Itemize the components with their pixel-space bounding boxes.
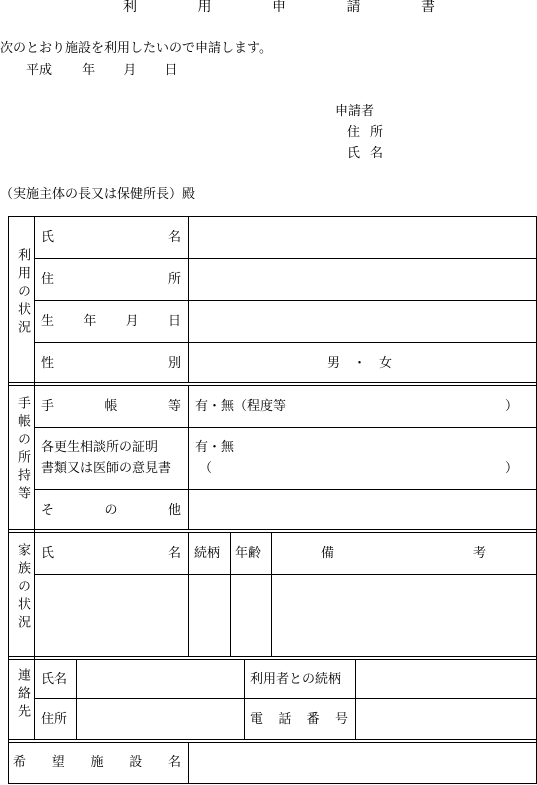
usage-sex-value[interactable]: 男 ・ 女 <box>327 356 393 371</box>
contact-name-field[interactable] <box>77 660 244 698</box>
family-remarks-header <box>321 547 486 560</box>
label-char: 手 <box>41 399 55 414</box>
label-char: 年 <box>83 314 97 329</box>
label-char: 名 <box>167 755 181 770</box>
label-char: の <box>104 503 118 518</box>
label-char: 号 <box>334 712 348 727</box>
contact-phone-field[interactable] <box>356 699 536 739</box>
applicant-name-char: 名 <box>370 146 384 161</box>
other-field[interactable] <box>189 490 536 529</box>
label-char: 考 <box>472 546 486 561</box>
section-handbook-label: 手帳の所持等 <box>15 396 30 504</box>
label-char: 番 <box>306 712 320 727</box>
date-line <box>26 64 177 77</box>
date-year: 年 <box>82 63 96 78</box>
desired-facility-label <box>13 756 181 769</box>
usage-name-label <box>41 231 181 244</box>
label-char: 氏 <box>41 230 55 245</box>
label-char: 帳 <box>104 399 118 414</box>
other-label <box>41 504 181 517</box>
label-char: 話 <box>278 712 292 727</box>
desired-facility-field[interactable] <box>189 743 536 783</box>
contact-name-label: 氏名 <box>41 672 68 687</box>
title-char: 利 <box>123 0 137 15</box>
section-contact-label: 連絡先 <box>15 668 30 722</box>
contact-phone-label <box>250 713 348 726</box>
certificate-close-paren: ） <box>505 461 519 476</box>
applicant-address-label <box>347 126 383 139</box>
handbook-label <box>41 400 181 413</box>
usage-sex-label <box>41 357 181 370</box>
label-char: 所 <box>167 272 181 287</box>
label-char: そ <box>41 503 55 518</box>
usage-birthdate-label <box>41 315 181 328</box>
family-name-header <box>41 547 181 560</box>
usage-birthdate-field[interactable] <box>189 301 536 342</box>
handbook-value[interactable]: 有・無（程度等 <box>195 399 287 414</box>
family-age-header: 年齢 <box>235 546 262 561</box>
intro-text: 次のとおり施設を利用したいので申請します。 <box>0 41 272 56</box>
section-family-label: 家族の状況 <box>15 543 30 633</box>
label-char: 電 <box>250 712 264 727</box>
title-char: 請 <box>346 0 361 15</box>
title-char: 用 <box>197 0 212 15</box>
label-char: 日 <box>167 314 181 329</box>
document-title <box>123 0 435 14</box>
label-char: 他 <box>167 503 181 518</box>
certificate-label-line2: 書類又は医師の意見書 <box>41 461 172 476</box>
label-char: 性 <box>41 356 55 371</box>
applicant-address-char: 所 <box>370 125 384 140</box>
label-char: 氏 <box>41 546 55 561</box>
applicant-name-label <box>347 147 383 160</box>
title-char: 申 <box>272 0 286 15</box>
section-usage-label: 利用の状況 <box>15 248 30 338</box>
label-char: 名 <box>167 546 181 561</box>
label-char: 等 <box>167 399 181 414</box>
addressee: （実施主体の長又は保健所長）殿 <box>0 187 196 202</box>
label-char: 名 <box>167 230 181 245</box>
contact-address-field[interactable] <box>77 699 244 739</box>
date-month: 月 <box>123 63 137 78</box>
label-char: 施 <box>90 755 104 770</box>
family-relation-header: 続柄 <box>194 546 221 561</box>
applicant-name-char: 氏 <box>347 146 361 161</box>
handbook-close-paren: ） <box>505 399 519 414</box>
label-char: 生 <box>41 314 55 329</box>
date-era: 平成 <box>26 63 53 78</box>
label-char: 希 <box>13 755 27 770</box>
usage-address-label <box>41 273 181 286</box>
contact-address-label: 住所 <box>41 712 68 727</box>
label-char: 備 <box>321 546 335 561</box>
certificate-label-line1: 各更生相談所の証明 <box>41 440 159 455</box>
label-char: 住 <box>41 272 55 287</box>
certificate-value[interactable]: 有・無 <box>195 440 235 455</box>
family-entry-field[interactable] <box>35 575 536 656</box>
contact-relation-label: 利用者との続柄 <box>250 672 342 687</box>
applicant-address-char: 住 <box>347 125 361 140</box>
usage-address-field[interactable] <box>189 259 536 300</box>
date-day: 日 <box>164 63 178 78</box>
certificate-open-paren: （ <box>199 461 213 476</box>
label-char: 別 <box>167 356 181 371</box>
contact-relation-field[interactable] <box>356 660 536 698</box>
label-char: 月 <box>125 314 139 329</box>
application-form-table <box>8 216 537 784</box>
title-char: 書 <box>421 0 435 15</box>
label-char: 設 <box>129 755 143 770</box>
applicant-label: 申請者 <box>335 104 375 119</box>
label-char: 望 <box>51 755 65 770</box>
usage-name-field[interactable] <box>189 217 536 258</box>
